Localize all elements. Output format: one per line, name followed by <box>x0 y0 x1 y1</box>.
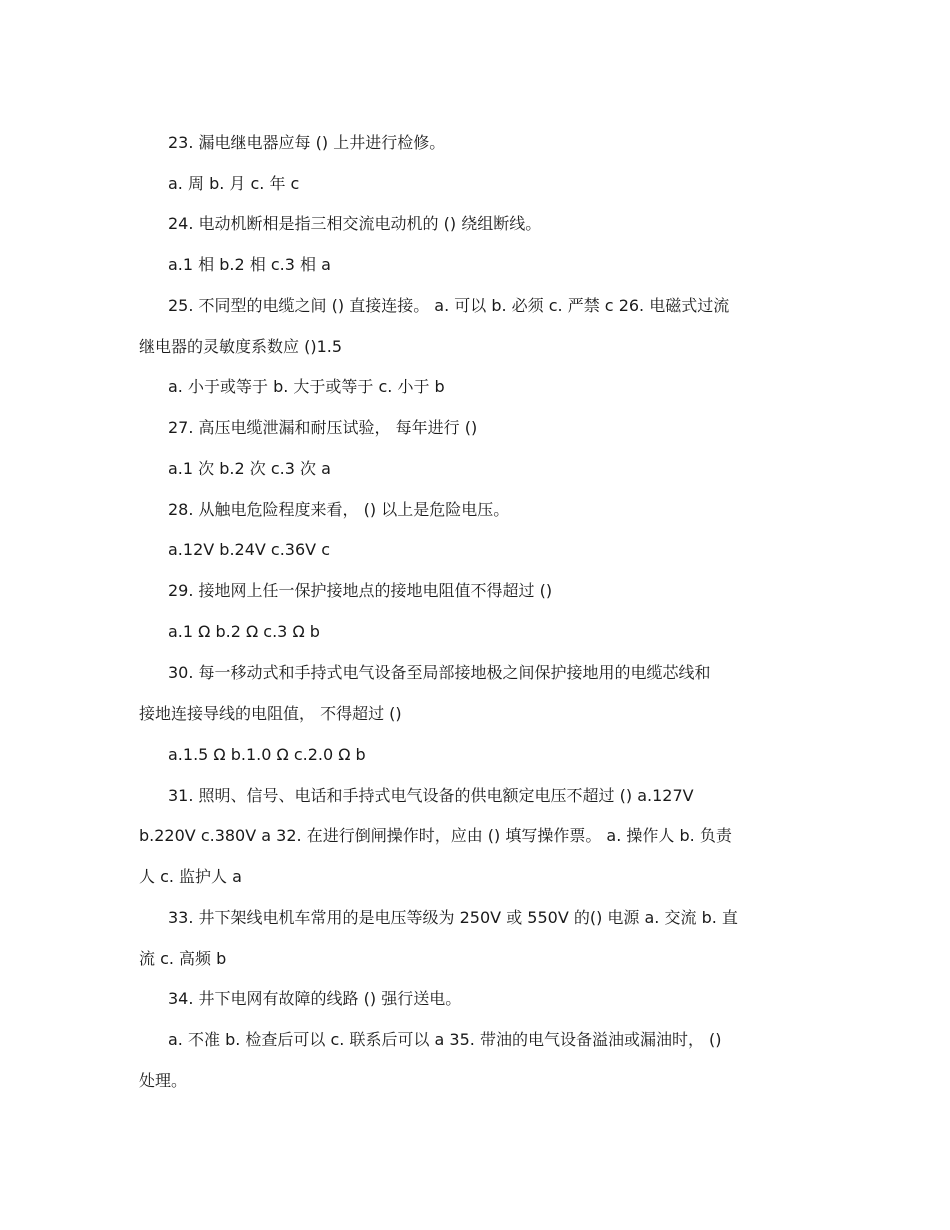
text-line-q31: 31. 照明、信号、电话和手持式电气设备的供电额定电压不超过 () a.127V <box>168 786 694 805</box>
text-line-q23-options: a. 周 b. 月 c. 年 c <box>168 174 300 193</box>
text-line-q29-options: a.1 Ω b.2 Ω c.3 Ω b <box>168 622 320 641</box>
text-line-q28: 28. 从触电危险程度来看， () 以上是危险电压。 <box>168 500 510 519</box>
text-line-q28-options: a.12V b.24V c.36V c <box>168 540 330 559</box>
text-line-q30-cont: 接地连接导线的电阻值， 不得超过 () <box>139 704 402 723</box>
text-line-q30: 30. 每一移动式和手持式电气设备至局部接地极之间保护接地用的电缆芯线和 <box>168 663 711 682</box>
text-line-q30-options: a.1.5 Ω b.1.0 Ω c.2.0 Ω b <box>168 745 366 764</box>
text-line-q32: b.220V c.380V a 32. 在进行倒闸操作时，应由 () 填写操作票。 a. 操作人 b. 负责 <box>139 826 732 845</box>
text-line-q33: 33. 井下架线电机车常用的是电压等级为 250V 或 550V 的() 电源 a. 交流 b. 直 <box>168 908 738 927</box>
text-line-q33-cont: 流 c. 高频 b <box>139 949 227 968</box>
text-line-q26-options: a. 小于或等于 b. 大于或等于 c. 小于 b <box>168 377 445 396</box>
text-line-q35: a. 不准 b. 检查后可以 c. 联系后可以 a 35. 带油的电气设备溢油或漏油时， () <box>168 1030 722 1049</box>
text-line-q34: 34. 井下电网有故障的线路 () 强行送电。 <box>168 989 462 1008</box>
text-line-q35-cont: 处理。 <box>139 1071 188 1090</box>
text-line-q24-options: a.1 相 b.2 相 c.3 相 a <box>168 255 331 274</box>
text-line-q29: 29. 接地网上任一保护接地点的接地电阻值不得超过 () <box>168 581 553 600</box>
text-line-q24: 24. 电动机断相是指三相交流电动机的 () 绕组断线。 <box>168 214 542 233</box>
text-line-q27-options: a.1 次 b.2 次 c.3 次 a <box>168 459 331 478</box>
text-line-q32-cont: 人 c. 监护人 a <box>139 867 242 886</box>
text-line-q26-cont: 继电器的灵敏度系数应 ()1.5 <box>139 337 343 356</box>
text-line-q23: 23. 漏电继电器应每 () 上井进行检修。 <box>168 133 446 152</box>
text-line-q27: 27. 高压电缆泄漏和耐压试验， 每年进行 () <box>168 418 478 437</box>
text-line-q25: 25. 不同型的电缆之间 () 直接连接。 a. 可以 b. 必须 c. 严禁 c 26. 电磁式过流 <box>168 296 730 315</box>
